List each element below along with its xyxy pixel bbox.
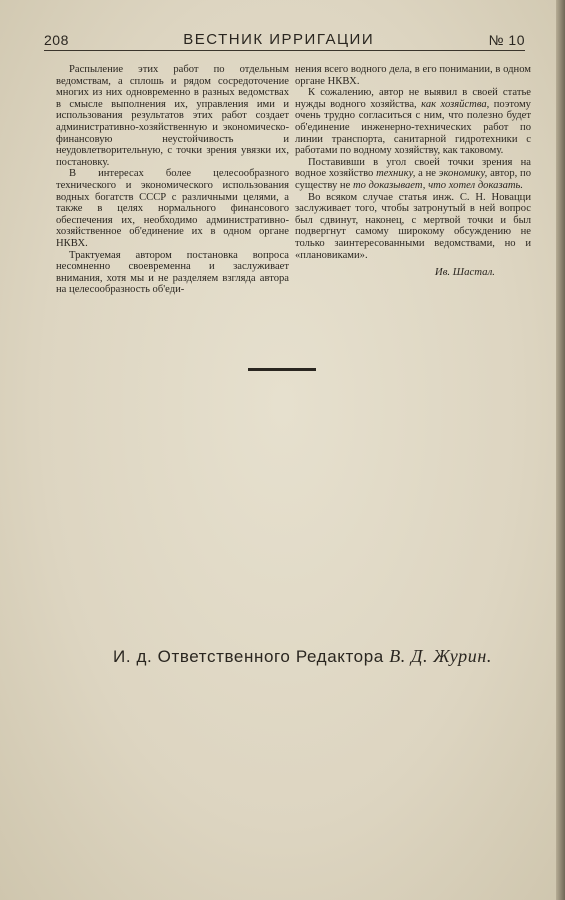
paragraph bbox=[295, 157, 531, 192]
text-run: К сожалению, автор не выявил в своей статье нужды водного хозяйства, bbox=[295, 87, 531, 110]
paragraph bbox=[295, 87, 531, 157]
paragraph: Во всяком случае статья инж. С. Н. Новацци заслуживает того, чтобы затронутый в ней вопрос был сдвинут, наконец, с мертвой точки и был подвергнут самому широкому обсуждению не только заинтересованными ведомствами, но и «плановиками». bbox=[295, 191, 531, 261]
author-signature: Ив. Шастал. bbox=[434, 266, 495, 279]
page-spine-shadow bbox=[556, 0, 565, 900]
editor-label: И. д. Ответственного Редактора bbox=[113, 647, 384, 666]
emphasis: экономику, bbox=[438, 168, 488, 180]
emphasis: как хозяйства, bbox=[421, 98, 490, 110]
right-column bbox=[295, 64, 531, 279]
paragraph: Распыление этих работ по отдельным ведомствам, а сплошь и рядом сосредоточение многих из них одновременно в разных ведомствах в смысле выполнения их, управления ими и использования результатов этих работ создает административно-хозяйственную и экономическо-финансовую неустойчивость и неудовлетворительную, с точки зрения увязки их, постановку. bbox=[56, 64, 289, 168]
section-divider bbox=[248, 368, 316, 371]
text-run: а не bbox=[418, 168, 437, 180]
emphasis: то доказывает, что хотел доказать. bbox=[352, 179, 524, 191]
paragraph: В интересах более целесообразного технического и экономического использования водных богатств СССР с различными целями, а также в целях нормального финансового обеспечения их, необходимо административно-хозяйственное об'единение их в одном органе НКВХ. bbox=[56, 168, 289, 249]
text-run: поэтому очень трудно согласиться с ним, что полезно будет об'единение инженерно-технических работ по линии транспорта, санитарной гидротехники с работами по водному хозяйству, как таковому. bbox=[295, 98, 531, 157]
journal-title: ВЕСТНИК ИРРИГАЦИИ bbox=[183, 31, 375, 48]
text-run: автор, по существу не bbox=[295, 168, 532, 191]
issue-number: № 10 bbox=[488, 32, 525, 48]
text-run: Поставивши в угол своей точки зрения на водное хозяйство bbox=[295, 156, 531, 180]
paragraph: нения всего водного дела, в его понимании, в одном органе НКВХ. bbox=[295, 64, 531, 87]
editor-line bbox=[0, 646, 565, 667]
left-column bbox=[56, 64, 289, 296]
emphasis: технику, bbox=[376, 168, 416, 180]
page-number: 208 bbox=[44, 32, 69, 48]
header-rule bbox=[44, 50, 525, 51]
editor-name: В. Д. Журин. bbox=[389, 646, 492, 666]
paragraph: Трактуемая автором постановка вопроса несомненно своевременна и заслуживает внимания, хотя мы и не разделяем взгляда автора на целесообразность об'еди- bbox=[56, 249, 289, 296]
page-header bbox=[44, 28, 525, 48]
